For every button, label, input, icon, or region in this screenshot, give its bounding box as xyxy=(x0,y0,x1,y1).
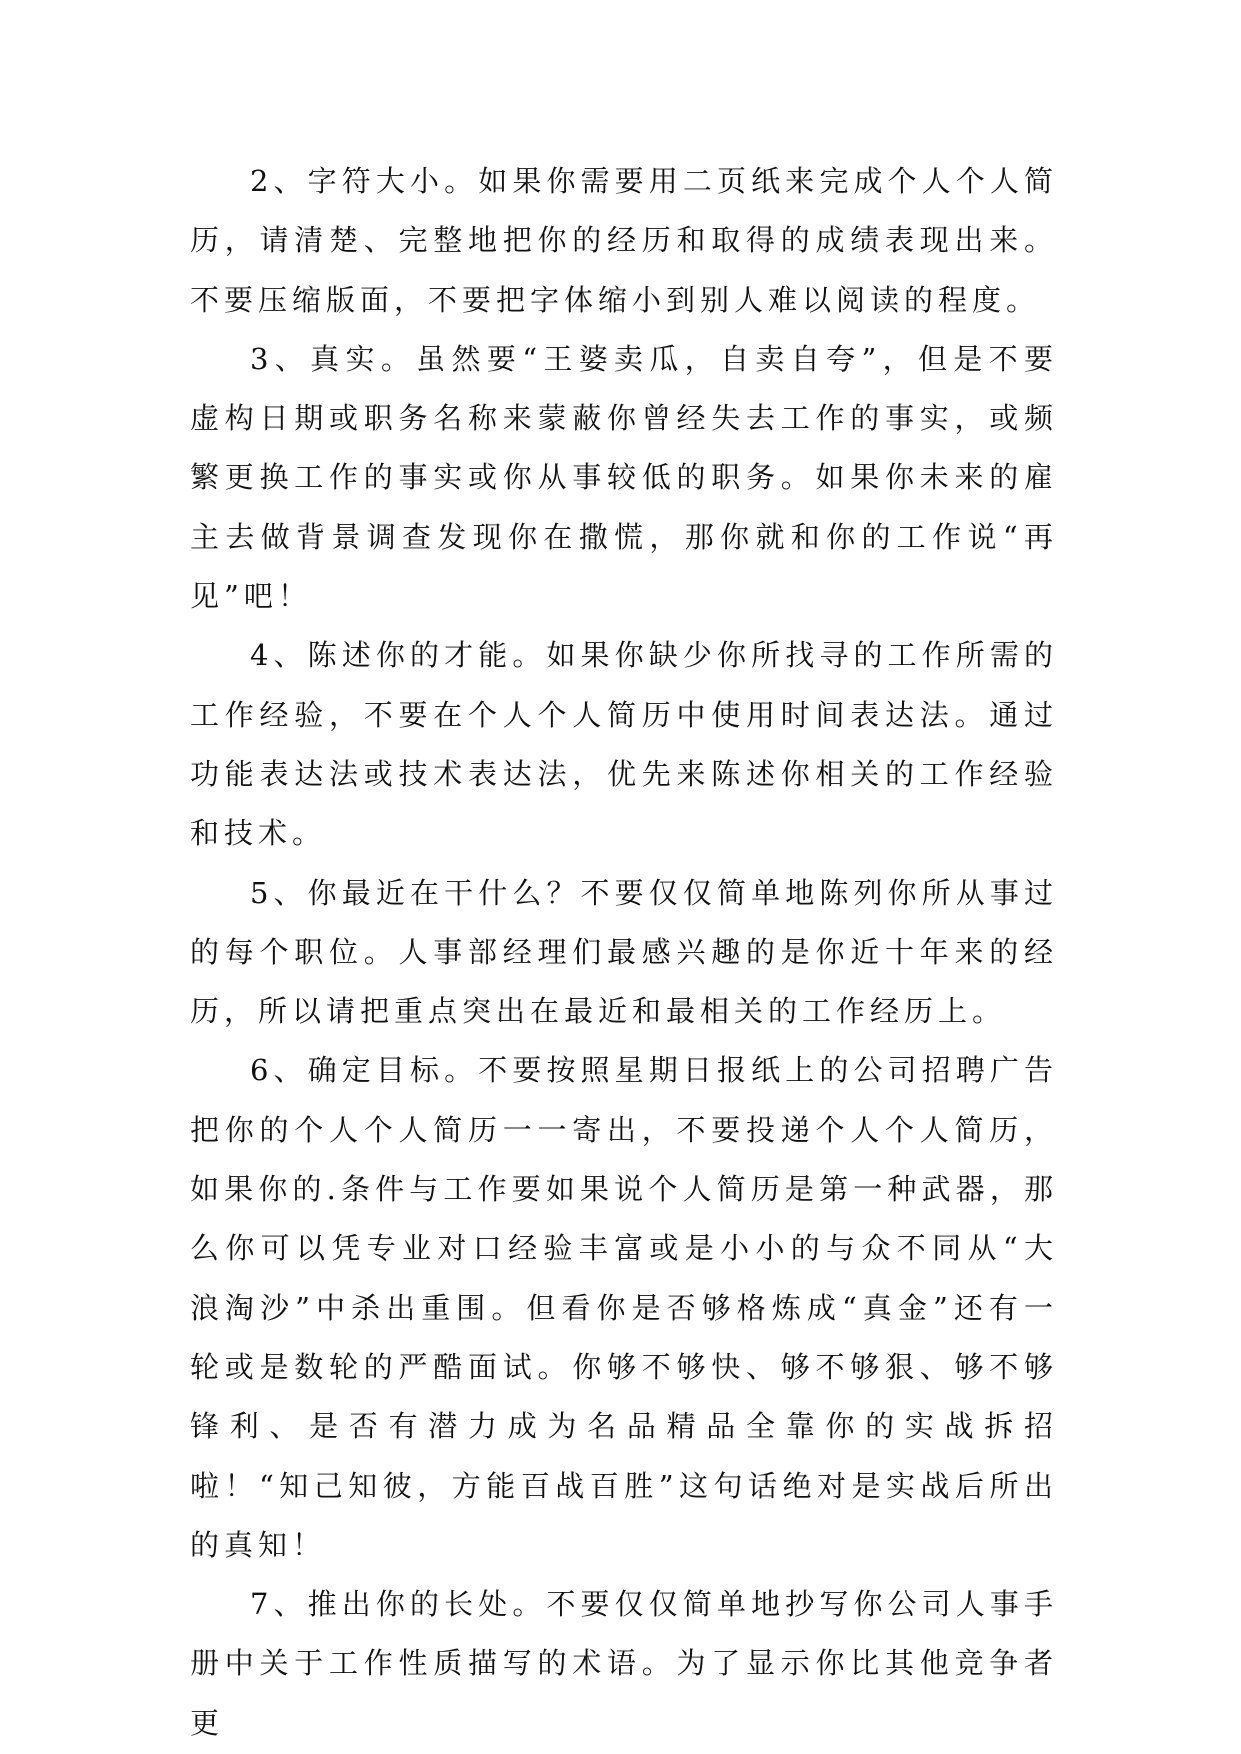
paragraph-truthfulness: 3、真实。虽然要“王婆卖瓜，自卖自夸”，但是不要虚构日期或职务名称来蒙蔽你曾经失去工作的事实，或频繁更换工作的事实或你从事较低的职务。如果你未来的雇主去做背景调查发现你在撒慌，那你就和你的工作说“再见”吧！ xyxy=(190,341,1058,614)
paragraph-strengths: 7、推出你的长处。不要仅仅简单地抄写你公司人事手册中关于工作性质描写的术语。为了显示你比其他竞争者更 xyxy=(190,1587,1058,1740)
paragraph-set-target: 6、确定目标。不要按照星期日报纸上的公司招聘广告把你的个人个人简历一一寄出，不要投递个人个人简历，如果你的.条件与工作要如果说个人简历是第一种武器，那么你可以凭专业对口经验丰富或是小小的与众不同从“大浪淘沙”中杀出重围。但看你是否够格炼成“真金”还有一轮或是数轮的严酷面试。你够不够快、够不够狠、够不够锋利、是否有潜力成为名品精品全靠你的实战拆招啦！“知己知彼，方能百战百胜”这句话绝对是实战后所出的真知！ xyxy=(190,1053,1058,1562)
paragraph-recent-work: 5、你最近在干什么？不要仅仅简单地陈列你所从事过的每个职位。人事部经理们最感兴趣的是你近十年来的经历，所以请把重点突出在最近和最相关的工作经历上。 xyxy=(190,875,1058,1029)
paragraph-state-abilities: 4、陈述你的才能。如果你缺少你所找寻的工作所需的工作经验，不要在个人个人简历中使用时间表达法。通过功能表达法或技术表达法，优先来陈述你相关的工作经验和技术。 xyxy=(190,638,1058,851)
document-body xyxy=(190,152,1058,1753)
paragraph-character-size: 2、字符大小。如果你需要用二页纸来完成个人个人简历，请清楚、完整地把你的经历和取得的成绩表现出来。不要压缩版面，不要把字体缩小到别人难以阅读的程度。 xyxy=(190,164,1058,317)
